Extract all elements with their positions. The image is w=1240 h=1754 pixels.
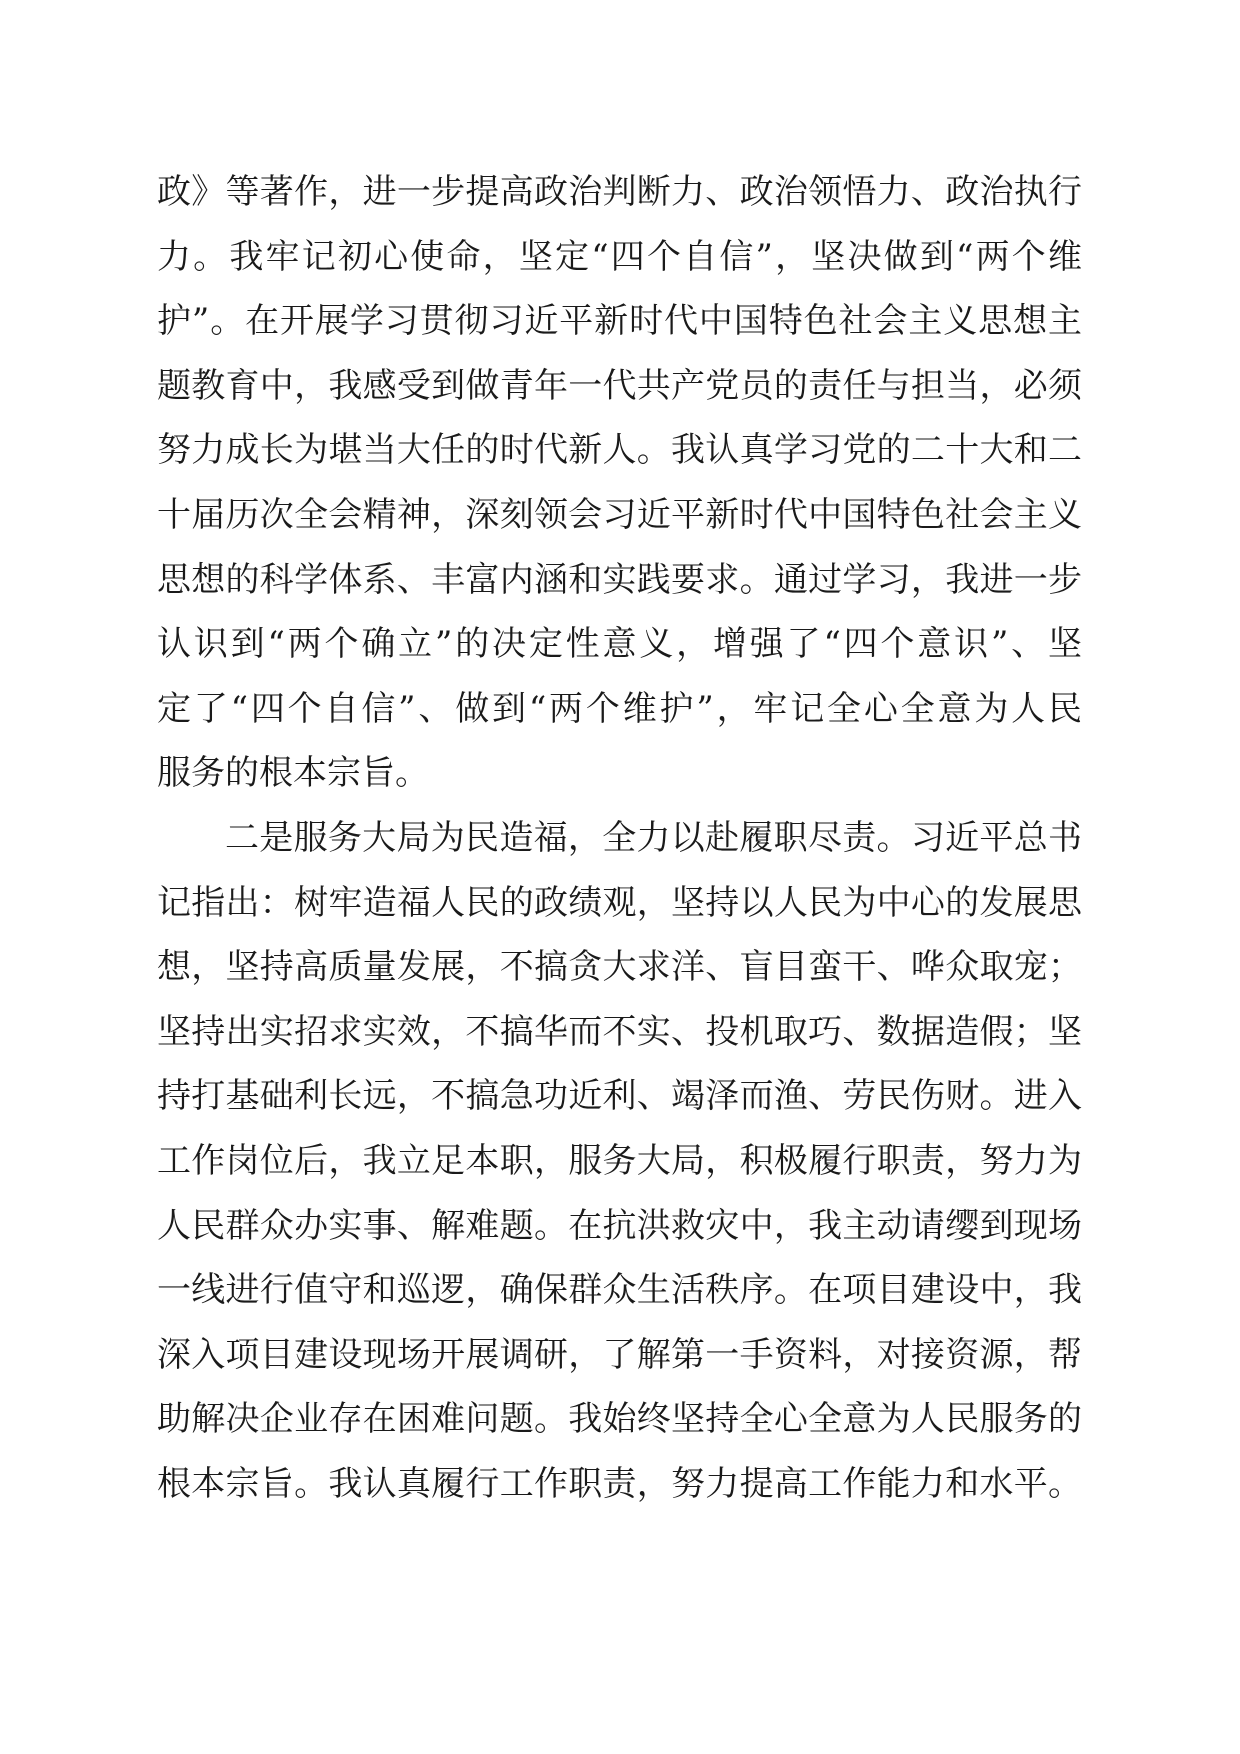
text-line: 一线进行值守和巡逻，确保群众生活秩序。在项目建设中，我: [157, 1270, 1082, 1311]
body-text: [157, 160, 1082, 1516]
text-line: 人民群众办实事、解难题。在抗洪救灾中，我主动请缨到现场: [157, 1205, 1082, 1246]
text-line: 思想的科学体系、丰富内涵和实践要求。通过学习，我进一步: [157, 559, 1082, 600]
text-line: 坚持出实招求实效，不搞华而不实、投机取巧、数据造假；坚: [157, 1011, 1082, 1052]
text-line: 助解决企业存在困难问题。我始终坚持全心全意为人民服务的: [157, 1399, 1082, 1440]
text-line: 持打基础利长远，不搞急功近利、竭泽而渔、劳民伤财。进入: [157, 1076, 1082, 1117]
paragraph-start-line: 二是服务大局为民造福，全力以赴履职尽责。习近平总书: [225, 817, 1082, 858]
paragraph-end-line: 服务的根本宗旨。: [157, 753, 429, 794]
text-line: 深入项目建设现场开展调研，了解第一手资料，对接资源，帮: [157, 1334, 1082, 1375]
text-line: 题教育中，我感受到做青年一代共产党员的责任与担当，必须: [157, 365, 1082, 406]
text-line: 力。我牢记初心使命，坚定“四个自信”，坚决做到“两个维: [157, 236, 1082, 277]
text-line: 想，坚持高质量发展，不搞贪大求洋、盲目蛮干、哗众取宠；: [157, 947, 1082, 988]
text-line: 政》等著作，进一步提高政治判断力、政治领悟力、政治执行: [157, 172, 1082, 212]
text-line: 定了“四个自信”、做到“两个维护”，牢记全心全意为人民: [157, 688, 1082, 729]
text-line: 努力成长为堪当大任的时代新人。我认真学习党的二十大和二: [157, 430, 1082, 471]
text-line: 根本宗旨。我认真履行工作职责，努力提高工作能力和水平。: [157, 1463, 1082, 1504]
text-line: 护”。在开展学习贯彻习近平新时代中国特色社会主义思想主: [157, 301, 1082, 342]
text-line: 记指出：树牢造福人民的政绩观，坚持以人民为中心的发展思: [157, 882, 1082, 923]
text-line: 认识到“两个确立”的决定性意义，增强了“四个意识”、坚: [157, 624, 1082, 665]
text-line: 工作岗位后，我立足本职，服务大局，积极履行职责，努力为: [157, 1140, 1082, 1181]
text-line: 十届历次全会精神，深刻领会习近平新时代中国特色社会主义: [157, 494, 1082, 535]
